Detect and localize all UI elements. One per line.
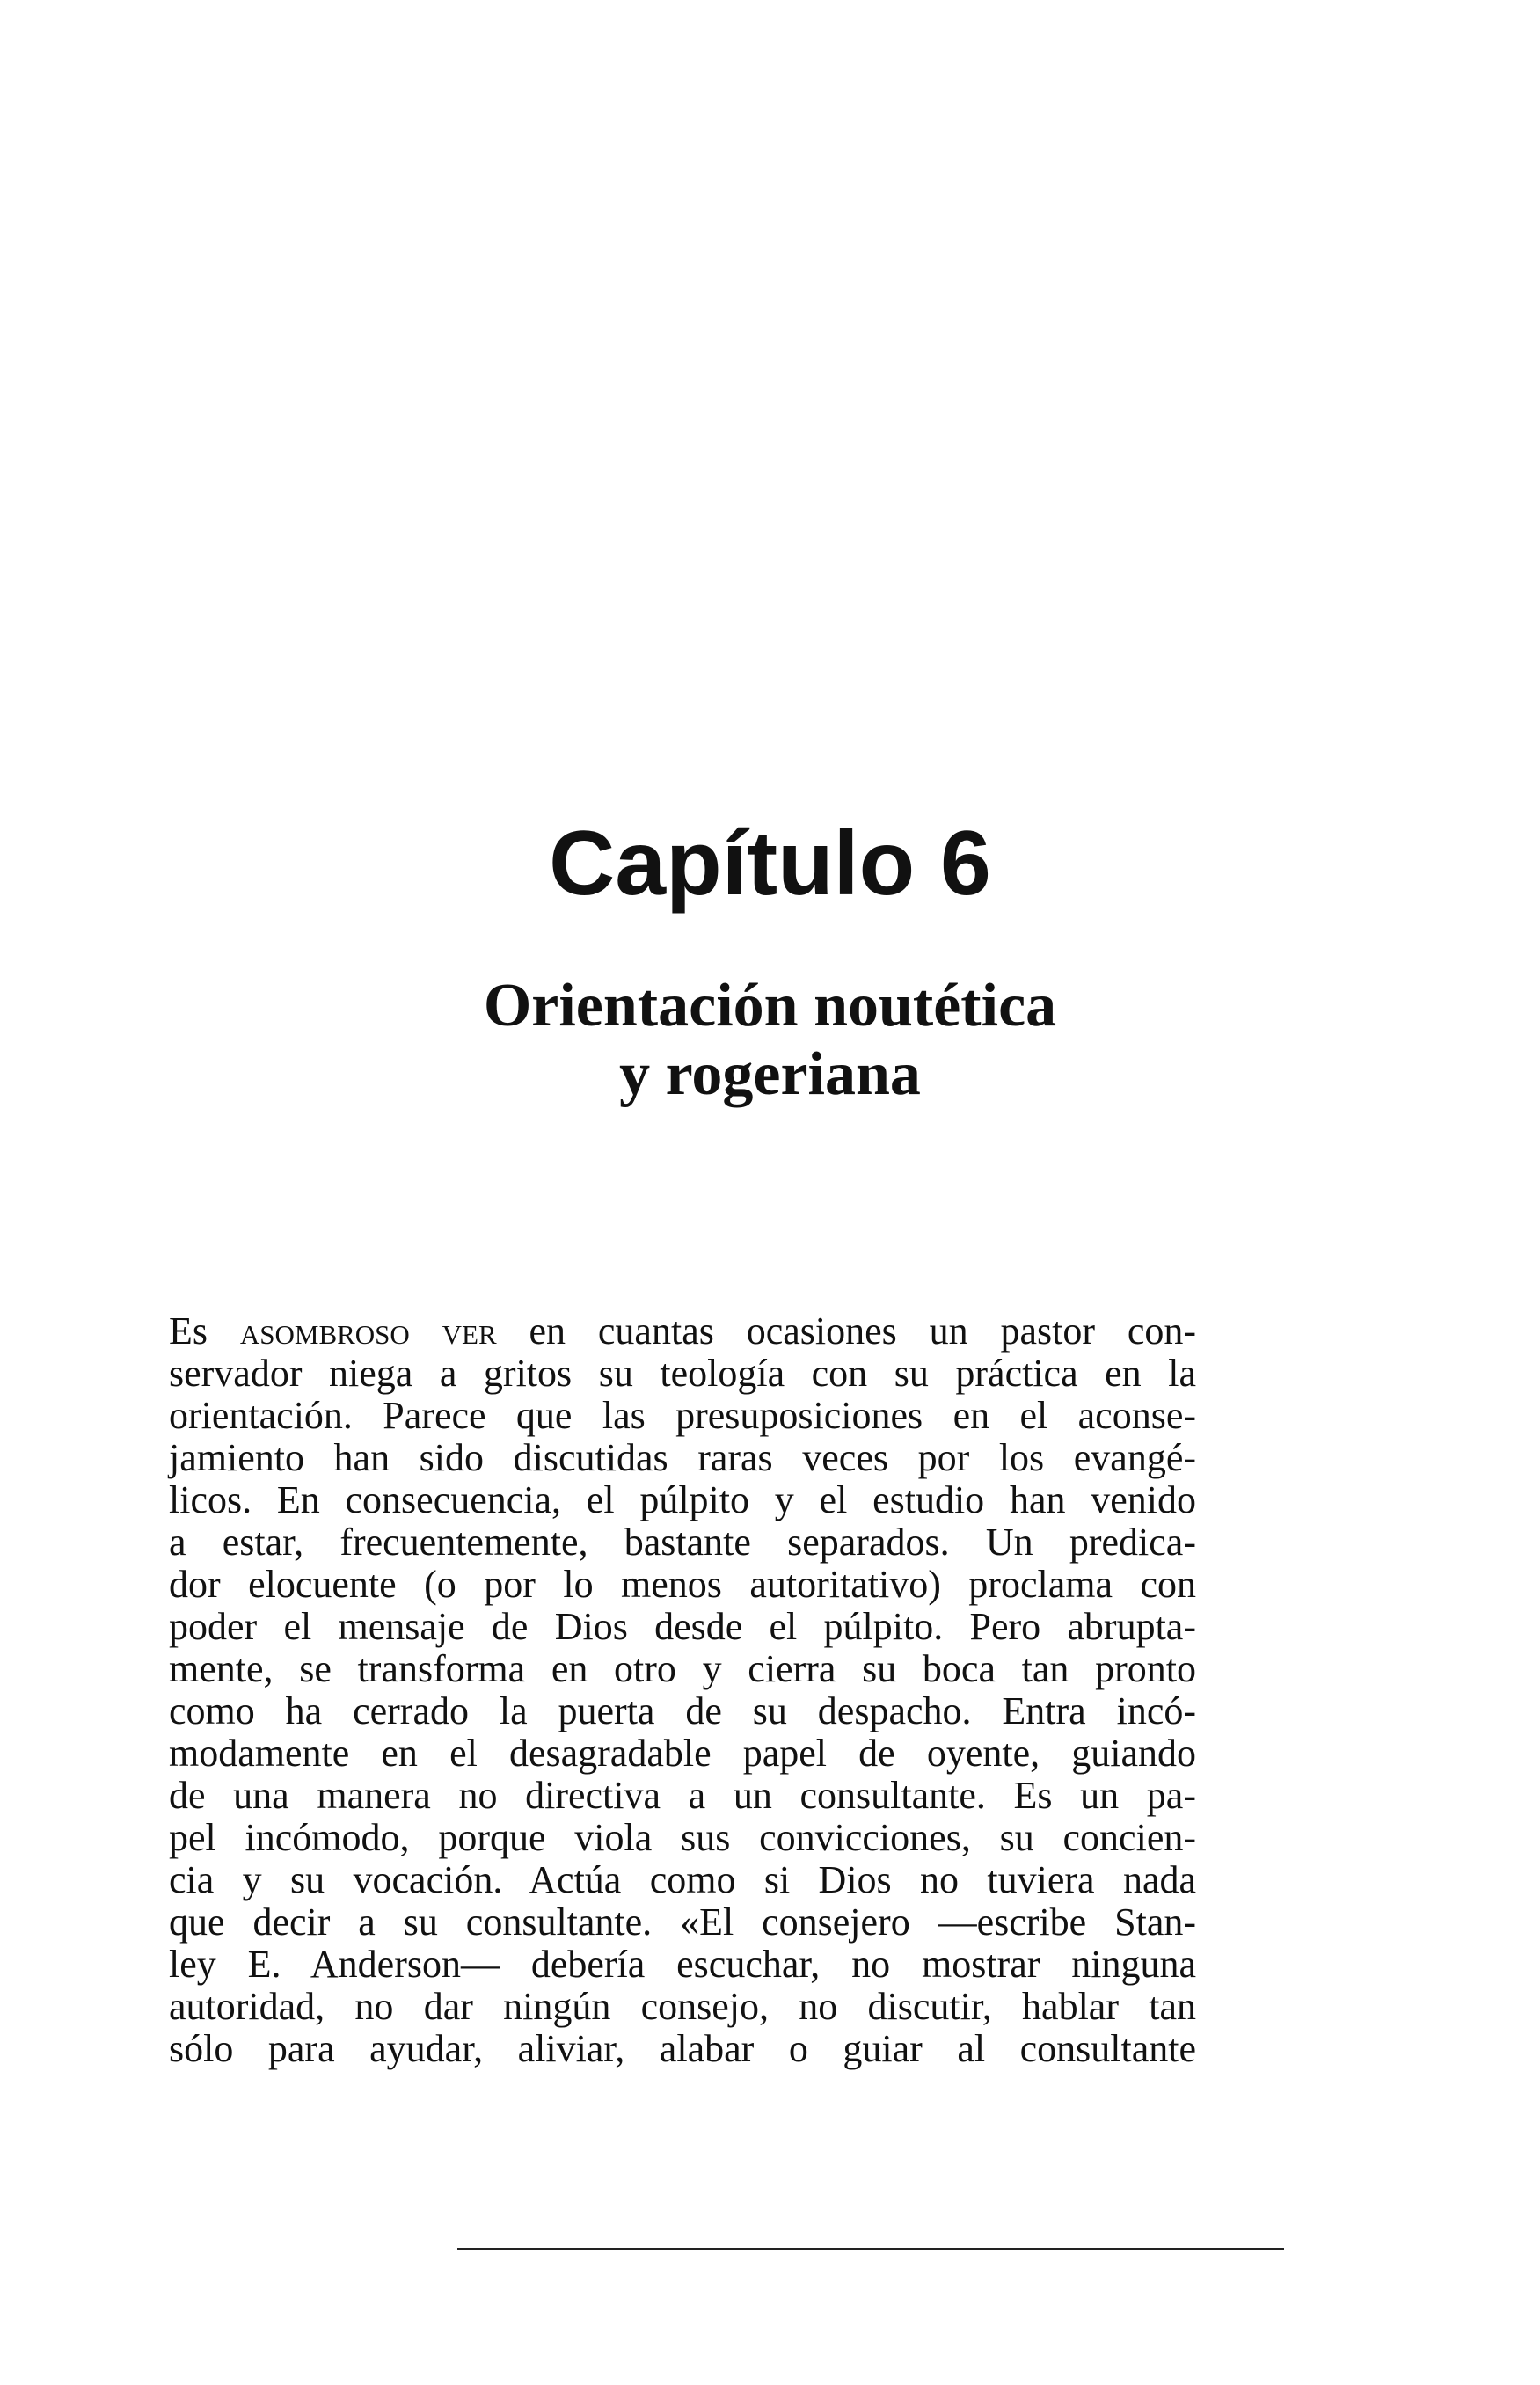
body-line: [169, 1310, 1196, 1353]
chapter-number: Capítulo 6: [549, 813, 991, 915]
body-line: que decir a su consultante. «El consejero —escribe Stan-: [169, 1900, 1196, 1944]
body-line: modamente en el desagradable papel de oyente, guiando: [169, 1732, 1196, 1775]
body-line: cia y su vocación. Actúa como si Dios no tuviera nada: [169, 1858, 1196, 1901]
footer-rule: [457, 2248, 1284, 2250]
body-line: licos. En consecuencia, el púlpito y el estudio han venido: [169, 1478, 1196, 1521]
body-line: poder el mensaje de Dios desde el púlpito. Pero abrupta-: [169, 1605, 1196, 1648]
chapter-title-line-1: Orientación noutética: [483, 972, 1057, 1039]
body-line: mente, se transforma en otro y cierra su boca tan pronto: [169, 1647, 1196, 1690]
body-line: servador niega a gritos su teología con su práctica en la: [169, 1352, 1196, 1395]
body-line: pel incómodo, porque viola sus convicciones, su concien-: [169, 1816, 1196, 1859]
chapter-title-line-2: y rogeriana: [619, 1040, 921, 1108]
body-line: de una manera no directiva a un consultante. Es un pa-: [169, 1774, 1196, 1817]
body-line: dor elocuente (o por lo menos autoritativo) proclama con: [169, 1563, 1196, 1606]
body-line: ley E. Anderson— debería escuchar, no mostrar ninguna: [169, 1943, 1196, 1986]
body-paragraph: [169, 1310, 1196, 2070]
first-line-rest: en cuantas ocasiones un pastor con-: [496, 1309, 1197, 1353]
chapter-title: [0, 972, 1540, 1109]
lead-word: Es: [169, 1309, 208, 1353]
body-line: sólo para ayudar, aliviar, alabar o guiar al consultante: [169, 2027, 1196, 2070]
body-line: como ha cerrado la puerta de su despacho. Entra incó-: [169, 1689, 1196, 1732]
body-line: orientación. Parece que las presuposiciones en el aconse-: [169, 1394, 1196, 1437]
lead-smallcaps: asombroso ver: [239, 1309, 497, 1353]
body-line: autoridad, no dar ningún consejo, no discutir, hablar tan: [169, 1985, 1196, 2028]
body-line: jamiento han sido discutidas raras veces por los evangé-: [169, 1436, 1196, 1479]
body-line: a estar, frecuentemente, bastante separados. Un predica-: [169, 1521, 1196, 1564]
